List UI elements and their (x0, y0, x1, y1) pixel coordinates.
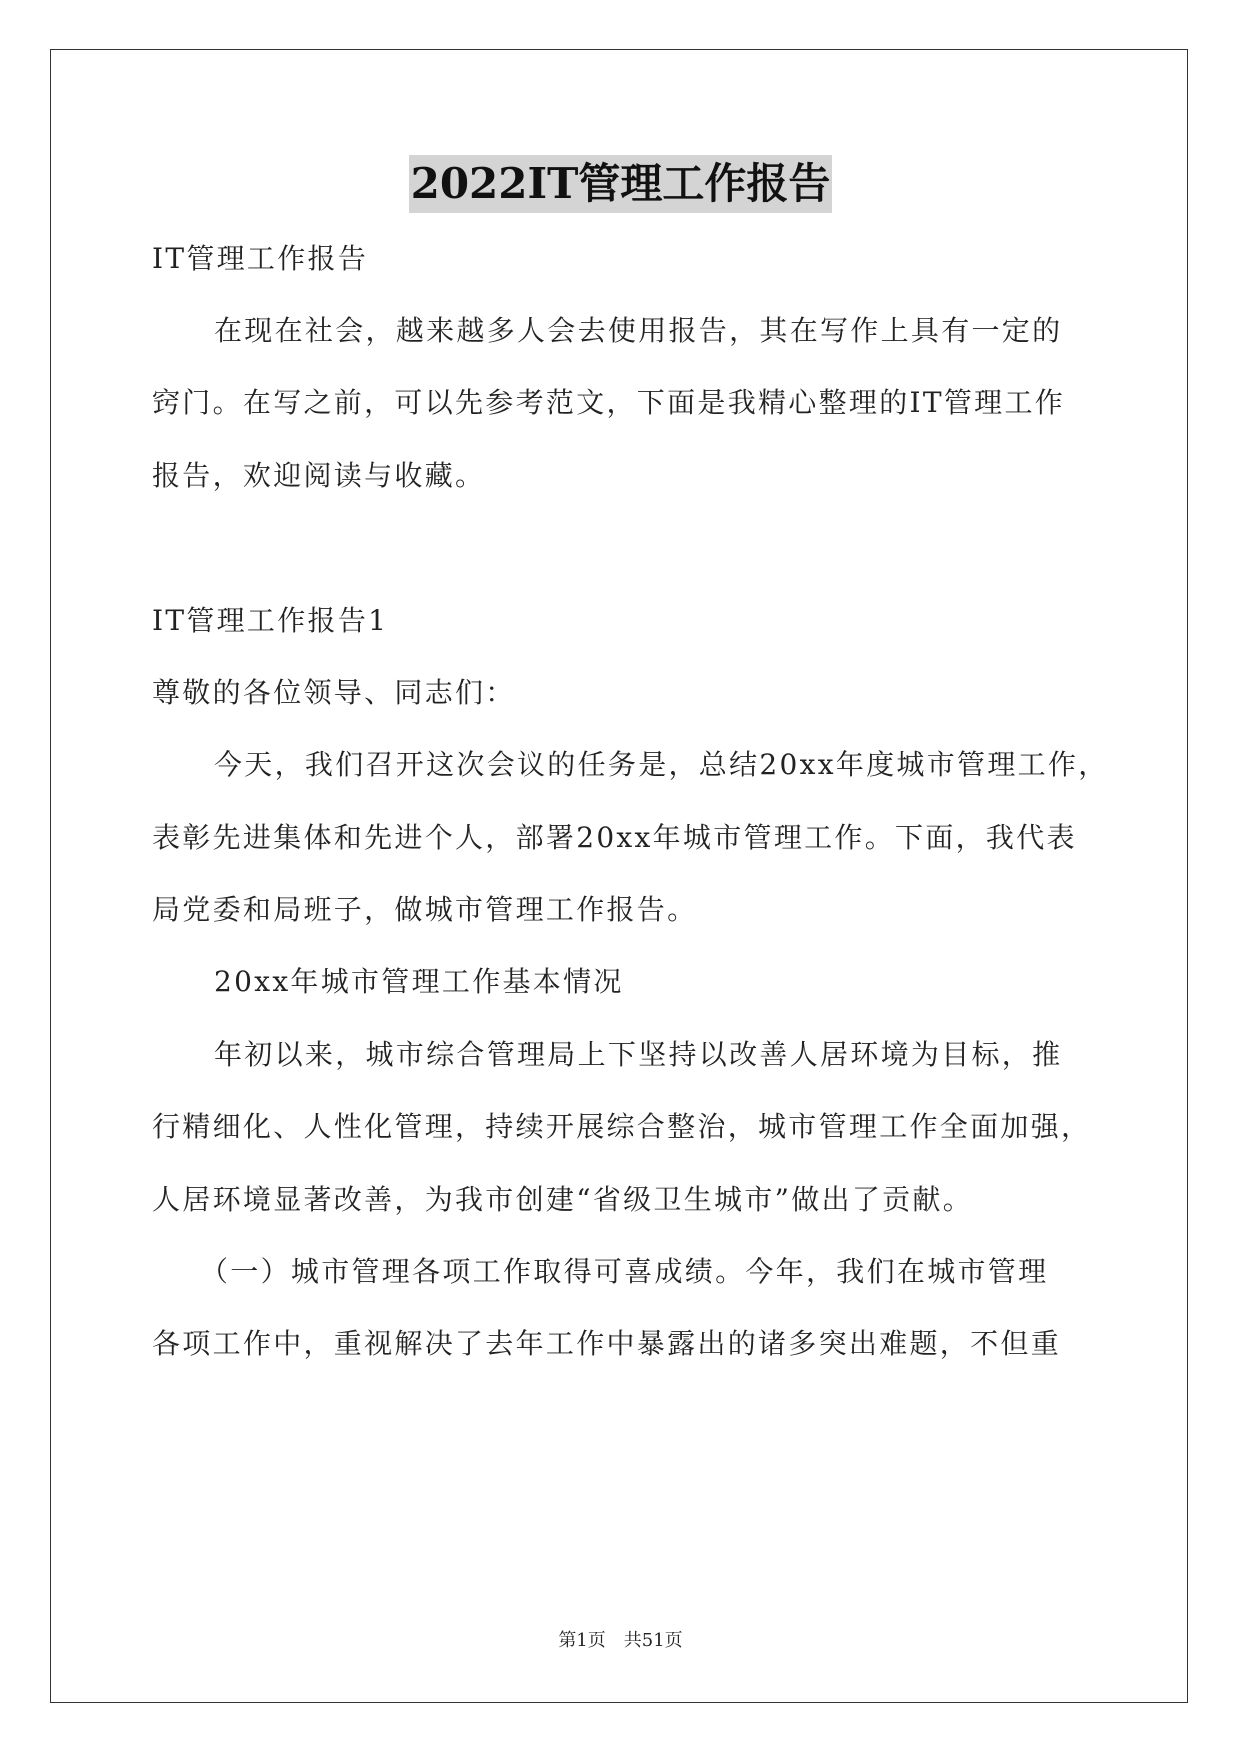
page-number-footer: 第1页 共51页 (558, 1630, 683, 1651)
paragraph-line: 各项工作中，重视解决了去年工作中暴露出的诸多突出难题，不但重 (152, 1327, 1062, 1360)
salutation-line: 尊敬的各位领导、同志们： (152, 676, 516, 709)
paragraph-heading: 20xx年城市管理工作基本情况 (214, 965, 624, 998)
paragraph-line: （一）城市管理各项工作取得可喜成绩。今年，我们在城市管理 (200, 1255, 1049, 1288)
document-title: 2022IT管理工作报告 (409, 155, 833, 213)
paragraph-line: 年初以来，城市综合管理局上下坚持以改善人居环境为目标，推 (214, 1038, 1063, 1071)
paragraph-line: 行精细化、人性化管理，持续开展综合整治，城市管理工作全面加强， (152, 1110, 1092, 1143)
subsection-heading: IT管理工作报告1 (152, 604, 389, 637)
paragraph-line: 在现在社会，越来越多人会去使用报告，其在写作上具有一定的 (214, 314, 1063, 347)
paragraph-line: 表彰先进集体和先进个人，部署20xx年城市管理工作。下面，我代表 (152, 821, 1077, 854)
page-border (50, 49, 1188, 1703)
paragraph-line: 局党委和局班子，做城市管理工作报告。 (152, 893, 698, 926)
paragraph-line: 今天，我们召开这次会议的任务是，总结20xx年度城市管理工作， (214, 748, 1109, 781)
paragraph-line: 报告，欢迎阅读与收藏。 (152, 459, 486, 492)
title-container (0, 155, 1241, 213)
section-heading: IT管理工作报告 (152, 242, 369, 275)
paragraph-line: 窍门。在写之前，可以先参考范文，下面是我精心整理的IT管理工作 (152, 386, 1066, 419)
paragraph-line: 人居环境显著改善，为我市创建“省级卫生城市”做出了贡献。 (152, 1183, 974, 1216)
